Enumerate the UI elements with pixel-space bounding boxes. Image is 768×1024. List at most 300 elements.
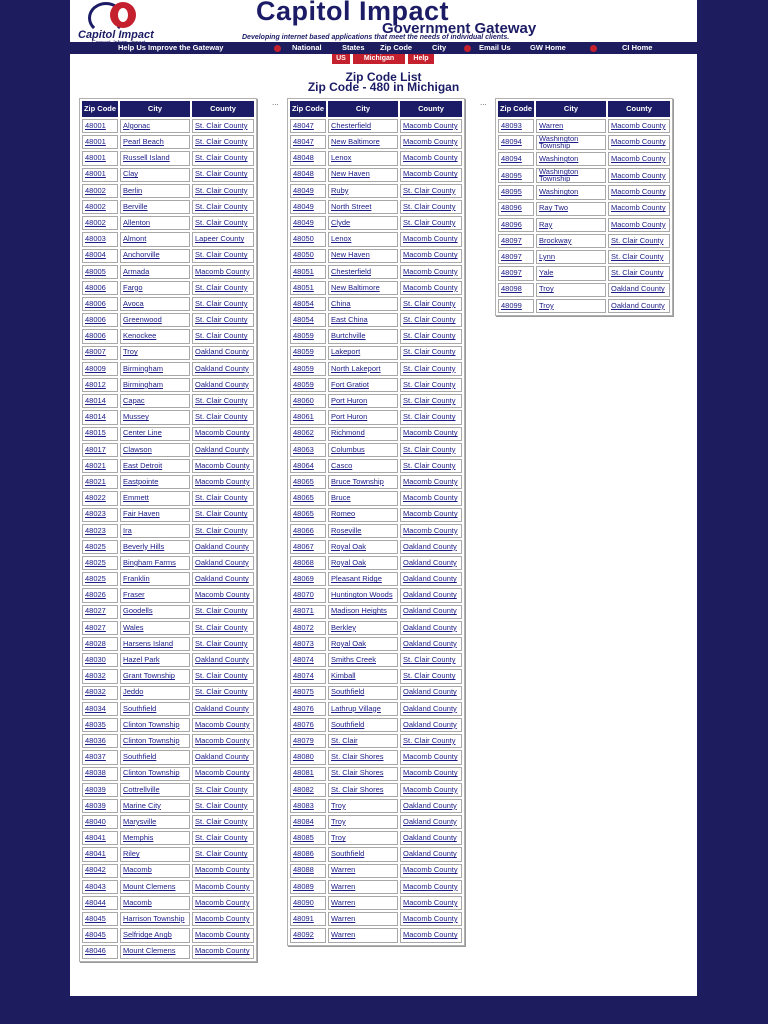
county-link[interactable]: Macomb County — [403, 509, 458, 519]
zip-link[interactable]: 48017 — [85, 444, 106, 454]
city-link[interactable]: Goodells — [123, 606, 153, 616]
zip-link[interactable]: 48002 — [85, 201, 106, 211]
county-link[interactable]: Oakland County — [403, 833, 457, 843]
city-link[interactable]: Huntington Woods — [331, 590, 393, 600]
zip-link[interactable]: 48051 — [293, 266, 314, 276]
zip-link[interactable]: 48048 — [293, 153, 314, 163]
city-link[interactable]: Fraser — [123, 590, 145, 600]
county-link[interactable]: Macomb County — [195, 719, 250, 729]
county-link[interactable]: St. Clair County — [403, 201, 456, 211]
zip-link[interactable]: 48054 — [293, 298, 314, 308]
zip-link[interactable]: 48004 — [85, 250, 106, 260]
county-link[interactable]: St. Clair County — [195, 169, 248, 179]
city-link[interactable]: Troy — [123, 347, 138, 357]
capitol-impact-logo[interactable] — [76, 2, 172, 44]
county-link[interactable]: St. Clair County — [403, 315, 456, 325]
city-link[interactable]: Wales — [123, 622, 144, 632]
zip-link[interactable]: 48091 — [293, 914, 314, 924]
city-link[interactable]: Ira — [123, 525, 132, 535]
zip-link[interactable]: 48049 — [293, 185, 314, 195]
zip-link[interactable]: 48027 — [85, 606, 106, 616]
county-link[interactable]: Oakland County — [195, 655, 249, 665]
zip-link[interactable]: 48065 — [293, 509, 314, 519]
crumb-us[interactable]: US — [332, 54, 350, 64]
city-link[interactable]: New Baltimore — [331, 137, 380, 147]
county-link[interactable]: St. Clair County — [195, 185, 248, 195]
county-link[interactable]: St. Clair County — [195, 622, 248, 632]
county-link[interactable]: St. Clair County — [195, 250, 248, 260]
city-link[interactable]: Russell Island — [123, 153, 170, 163]
county-link[interactable]: Oakland County — [195, 574, 249, 584]
county-link[interactable]: Macomb County — [195, 460, 250, 470]
county-link[interactable]: St. Clair County — [403, 444, 456, 454]
zip-link[interactable]: 48002 — [85, 217, 106, 227]
city-link[interactable]: Allenton — [123, 217, 151, 227]
zip-link[interactable]: 48015 — [85, 428, 106, 438]
city-link[interactable]: Berlin — [123, 185, 143, 195]
city-link[interactable]: Yale — [539, 268, 554, 278]
city-link[interactable]: New Baltimore — [331, 282, 380, 292]
zip-link[interactable]: 48044 — [85, 897, 106, 907]
zip-link[interactable]: 48042 — [85, 865, 106, 875]
county-link[interactable]: Macomb County — [195, 881, 250, 891]
county-link[interactable]: Oakland County — [195, 444, 249, 454]
zip-link[interactable]: 48006 — [85, 331, 106, 341]
zip-link[interactable]: 48025 — [85, 541, 106, 551]
nav-gw-home[interactable]: GW Home — [530, 43, 566, 52]
zip-link[interactable]: 48086 — [293, 849, 314, 859]
county-link[interactable]: Macomb County — [403, 784, 458, 794]
zip-link[interactable]: 48050 — [293, 234, 314, 244]
zip-link[interactable]: 48075 — [293, 687, 314, 697]
zip-link[interactable]: 48041 — [85, 833, 106, 843]
county-link[interactable]: Lapeer County — [195, 234, 245, 244]
zip-link[interactable]: 48073 — [293, 638, 314, 648]
city-link[interactable]: China — [331, 298, 351, 308]
zip-link[interactable]: 48001 — [85, 137, 106, 147]
county-link[interactable]: Macomb County — [403, 752, 458, 762]
city-link[interactable]: Chesterfield — [331, 120, 372, 130]
county-link[interactable]: Macomb County — [195, 735, 250, 745]
zip-link[interactable]: 48059 — [293, 363, 314, 373]
county-link[interactable]: St. Clair County — [403, 217, 456, 227]
county-link[interactable]: Oakland County — [403, 557, 457, 567]
city-link[interactable]: Washington Township — [539, 168, 579, 183]
zip-link[interactable]: 48060 — [293, 396, 314, 406]
zip-link[interactable]: 48064 — [293, 460, 314, 470]
county-link[interactable]: St. Clair County — [403, 347, 456, 357]
zip-link[interactable]: 48051 — [293, 282, 314, 292]
zip-link[interactable]: 48006 — [85, 282, 106, 292]
city-link[interactable]: Harsens Island — [123, 638, 174, 648]
county-link[interactable]: Macomb County — [195, 865, 250, 875]
zip-link[interactable]: 48025 — [85, 557, 106, 567]
county-link[interactable]: Macomb County — [403, 493, 458, 503]
county-link[interactable]: Macomb County — [403, 282, 458, 292]
county-link[interactable]: Oakland County — [195, 703, 249, 713]
county-link[interactable]: St. Clair County — [195, 509, 248, 519]
zip-link[interactable]: 48065 — [293, 476, 314, 486]
county-link[interactable]: Macomb County — [611, 120, 666, 130]
zip-link[interactable]: 48097 — [501, 268, 522, 278]
city-link[interactable]: Warren — [331, 930, 356, 940]
city-link[interactable]: Royal Oak — [331, 638, 367, 648]
county-link[interactable]: Macomb County — [195, 768, 250, 778]
zip-link[interactable]: 48009 — [85, 363, 106, 373]
zip-link[interactable]: 48062 — [293, 428, 314, 438]
city-link[interactable]: Richmond — [331, 428, 365, 438]
county-link[interactable]: St. Clair County — [403, 379, 456, 389]
zip-link[interactable]: 48043 — [85, 881, 106, 891]
zip-link[interactable]: 48046 — [85, 946, 106, 956]
zip-link[interactable]: 48014 — [85, 396, 106, 406]
city-link[interactable]: Troy — [539, 284, 554, 294]
city-link[interactable]: Clinton Township — [123, 768, 180, 778]
county-link[interactable]: St. Clair County — [195, 153, 248, 163]
county-link[interactable]: St. Clair County — [195, 201, 248, 211]
city-link[interactable]: Berkley — [331, 622, 357, 632]
zip-link[interactable]: 48005 — [85, 266, 106, 276]
zip-link[interactable]: 48023 — [85, 525, 106, 535]
zip-link[interactable]: 48063 — [293, 444, 314, 454]
county-link[interactable]: St. Clair County — [403, 396, 456, 406]
city-link[interactable]: Mount Clemens — [123, 881, 176, 891]
zip-link[interactable]: 48041 — [85, 849, 106, 859]
zip-link[interactable]: 48074 — [293, 671, 314, 681]
city-link[interactable]: Port Huron — [331, 412, 368, 422]
city-link[interactable]: Lynn — [539, 251, 555, 261]
county-link[interactable]: Oakland County — [195, 379, 249, 389]
zip-link[interactable]: 48072 — [293, 622, 314, 632]
zip-link[interactable]: 48048 — [293, 169, 314, 179]
city-link[interactable]: Grant Township — [123, 671, 175, 681]
county-link[interactable]: Macomb County — [403, 234, 458, 244]
zip-link[interactable]: 48040 — [85, 816, 106, 826]
nav-national[interactable]: National — [292, 43, 322, 52]
county-link[interactable]: Oakland County — [195, 541, 249, 551]
city-link[interactable]: Clinton Township — [123, 719, 180, 729]
zip-link[interactable]: 48039 — [85, 800, 106, 810]
county-link[interactable]: St. Clair County — [403, 363, 456, 373]
county-link[interactable]: Oakland County — [403, 719, 457, 729]
zip-link[interactable]: 48074 — [293, 655, 314, 665]
county-link[interactable]: Macomb County — [403, 881, 458, 891]
zip-link[interactable]: 48007 — [85, 347, 106, 357]
county-link[interactable]: Oakland County — [403, 541, 457, 551]
city-link[interactable]: Marine City — [123, 800, 161, 810]
city-link[interactable]: Mount Clemens — [123, 946, 176, 956]
county-link[interactable]: Oakland County — [403, 638, 457, 648]
zip-link[interactable]: 48080 — [293, 752, 314, 762]
county-link[interactable]: Macomb County — [403, 897, 458, 907]
county-link[interactable]: Macomb County — [403, 428, 458, 438]
county-link[interactable]: Oakland County — [403, 800, 457, 810]
city-link[interactable]: Chesterfield — [331, 266, 372, 276]
city-link[interactable]: Macomb — [123, 865, 152, 875]
city-link[interactable]: Washington Township — [539, 135, 579, 150]
zip-link[interactable]: 48001 — [85, 169, 106, 179]
county-link[interactable]: St. Clair County — [195, 525, 248, 535]
zip-link[interactable]: 48059 — [293, 379, 314, 389]
city-link[interactable]: Pearl Beach — [123, 137, 164, 147]
county-link[interactable]: St. Clair County — [611, 268, 664, 278]
city-link[interactable]: Port Huron — [331, 396, 368, 406]
city-link[interactable]: Greenwood — [123, 315, 162, 325]
zip-link[interactable]: 48098 — [501, 284, 522, 294]
zip-link[interactable]: 48012 — [85, 379, 106, 389]
zip-link[interactable]: 48021 — [85, 476, 106, 486]
city-link[interactable]: Selfridge Angb — [123, 930, 172, 940]
zip-link[interactable]: 48045 — [85, 914, 106, 924]
county-link[interactable]: St. Clair County — [195, 638, 248, 648]
zip-link[interactable]: 48032 — [85, 687, 106, 697]
county-link[interactable]: St. Clair County — [195, 217, 248, 227]
zip-link[interactable]: 48069 — [293, 574, 314, 584]
zip-link[interactable]: 48045 — [85, 930, 106, 940]
zip-link[interactable]: 48061 — [293, 412, 314, 422]
city-link[interactable]: Pleasant Ridge — [331, 574, 382, 584]
zip-link[interactable]: 48094 — [501, 137, 522, 147]
city-link[interactable]: Avoca — [123, 298, 144, 308]
zip-link[interactable]: 48082 — [293, 784, 314, 794]
zip-link[interactable]: 48050 — [293, 250, 314, 260]
county-link[interactable]: St. Clair County — [195, 849, 248, 859]
zip-link[interactable]: 48039 — [85, 784, 106, 794]
city-link[interactable]: East China — [331, 315, 368, 325]
city-link[interactable]: Berville — [123, 201, 148, 211]
city-link[interactable]: Southfield — [123, 752, 157, 762]
county-link[interactable]: St. Clair County — [195, 784, 248, 794]
county-link[interactable]: St. Clair County — [195, 315, 248, 325]
zip-link[interactable]: 48097 — [501, 251, 522, 261]
zip-link[interactable]: 48001 — [85, 153, 106, 163]
county-link[interactable]: St. Clair County — [403, 460, 456, 470]
county-link[interactable]: Macomb County — [195, 897, 250, 907]
city-link[interactable]: Macomb — [123, 897, 152, 907]
county-link[interactable]: Oakland County — [195, 752, 249, 762]
zip-link[interactable]: 48001 — [85, 120, 106, 130]
county-link[interactable]: Macomb County — [611, 219, 666, 229]
city-link[interactable]: Roseville — [331, 525, 362, 535]
city-link[interactable]: Cottrellville — [123, 784, 160, 794]
city-link[interactable]: Washington — [539, 154, 579, 164]
city-link[interactable]: Southfield — [331, 849, 365, 859]
county-link[interactable]: Oakland County — [611, 284, 665, 294]
city-link[interactable]: Marysville — [123, 816, 157, 826]
city-link[interactable]: New Haven — [331, 250, 370, 260]
zip-link[interactable]: 48014 — [85, 412, 106, 422]
zip-link[interactable]: 48049 — [293, 217, 314, 227]
county-link[interactable]: Macomb County — [195, 428, 250, 438]
county-link[interactable]: St. Clair County — [195, 396, 248, 406]
city-link[interactable]: Clyde — [331, 217, 351, 227]
zip-link[interactable]: 48076 — [293, 719, 314, 729]
county-link[interactable]: Oakland County — [403, 574, 457, 584]
county-link[interactable]: Macomb County — [195, 266, 250, 276]
city-link[interactable]: Casco — [331, 460, 353, 470]
city-link[interactable]: Birmingham — [123, 363, 164, 373]
nav-states[interactable]: States — [342, 43, 365, 52]
zip-link[interactable]: 48096 — [501, 219, 522, 229]
zip-link[interactable]: 48088 — [293, 865, 314, 875]
city-link[interactable]: Lenox — [331, 153, 352, 163]
city-link[interactable]: Lakeport — [331, 347, 361, 357]
zip-link[interactable]: 48003 — [85, 234, 106, 244]
zip-link[interactable]: 48026 — [85, 590, 106, 600]
city-link[interactable]: Almont — [123, 234, 147, 244]
county-link[interactable]: St. Clair County — [195, 120, 248, 130]
county-link[interactable]: St. Clair County — [403, 671, 456, 681]
city-link[interactable]: East Detroit — [123, 460, 163, 470]
county-link[interactable]: St. Clair County — [195, 606, 248, 616]
zip-link[interactable]: 48028 — [85, 638, 106, 648]
county-link[interactable]: Macomb County — [403, 266, 458, 276]
zip-link[interactable]: 48006 — [85, 298, 106, 308]
city-link[interactable]: New Haven — [331, 169, 370, 179]
county-link[interactable]: St. Clair County — [195, 687, 248, 697]
city-link[interactable]: St. Clair Shores — [331, 752, 384, 762]
city-link[interactable]: North Street — [331, 201, 372, 211]
zip-link[interactable]: 48066 — [293, 525, 314, 535]
county-link[interactable]: Oakland County — [403, 849, 457, 859]
county-link[interactable]: Oakland County — [403, 703, 457, 713]
zip-link[interactable]: 48038 — [85, 768, 106, 778]
county-link[interactable]: St. Clair County — [403, 412, 456, 422]
county-link[interactable]: Macomb County — [195, 590, 250, 600]
zip-link[interactable]: 48059 — [293, 347, 314, 357]
county-link[interactable]: St. Clair County — [195, 800, 248, 810]
county-link[interactable]: Oakland County — [195, 557, 249, 567]
county-link[interactable]: Oakland County — [403, 622, 457, 632]
city-link[interactable]: Anchorville — [123, 250, 160, 260]
county-link[interactable]: Oakland County — [403, 590, 457, 600]
city-link[interactable]: Kenockee — [123, 331, 157, 341]
zip-link[interactable]: 48095 — [501, 187, 522, 197]
county-link[interactable]: Macomb County — [611, 203, 666, 213]
city-link[interactable]: Clawson — [123, 444, 152, 454]
zip-link[interactable]: 48023 — [85, 509, 106, 519]
zip-link[interactable]: 48071 — [293, 606, 314, 616]
city-link[interactable]: Brockway — [539, 235, 572, 245]
city-link[interactable]: St. Clair — [331, 735, 358, 745]
city-link[interactable]: Smiths Creek — [331, 655, 377, 665]
county-link[interactable]: Macomb County — [403, 768, 458, 778]
city-link[interactable]: Southfield — [331, 687, 365, 697]
city-link[interactable]: Memphis — [123, 833, 154, 843]
city-link[interactable]: Clinton Township — [123, 735, 180, 745]
city-link[interactable]: Warren — [331, 897, 356, 907]
city-link[interactable]: Hazel Park — [123, 655, 160, 665]
county-link[interactable]: St. Clair County — [195, 671, 248, 681]
county-link[interactable]: Macomb County — [195, 930, 250, 940]
zip-link[interactable]: 48035 — [85, 719, 106, 729]
county-link[interactable]: Macomb County — [403, 914, 458, 924]
county-link[interactable]: Macomb County — [611, 170, 666, 180]
city-link[interactable]: Clay — [123, 169, 139, 179]
zip-link[interactable]: 48054 — [293, 315, 314, 325]
zip-link[interactable]: 48079 — [293, 735, 314, 745]
nav-city[interactable]: City — [432, 43, 447, 52]
zip-link[interactable]: 48027 — [85, 622, 106, 632]
zip-link[interactable]: 48030 — [85, 655, 106, 665]
zip-link[interactable]: 48034 — [85, 703, 106, 713]
city-link[interactable]: Bruce Township — [331, 476, 384, 486]
city-link[interactable]: Warren — [539, 120, 564, 130]
county-link[interactable]: Macomb County — [403, 865, 458, 875]
county-link[interactable]: Macomb County — [403, 120, 458, 130]
county-link[interactable]: St. Clair County — [195, 816, 248, 826]
city-link[interactable]: Troy — [331, 800, 346, 810]
city-link[interactable]: Center Line — [123, 428, 162, 438]
city-link[interactable]: Fair Haven — [123, 509, 160, 519]
zip-link[interactable]: 48085 — [293, 833, 314, 843]
zip-link[interactable]: 48032 — [85, 671, 106, 681]
zip-link[interactable]: 48006 — [85, 315, 106, 325]
zip-link[interactable]: 48059 — [293, 331, 314, 341]
county-link[interactable]: St. Clair County — [611, 235, 664, 245]
county-link[interactable]: St. Clair County — [611, 251, 664, 261]
zip-link[interactable]: 48092 — [293, 930, 314, 940]
zip-link[interactable]: 48022 — [85, 493, 106, 503]
city-link[interactable]: Riley — [123, 849, 140, 859]
zip-link[interactable]: 48049 — [293, 201, 314, 211]
city-link[interactable]: Fargo — [123, 282, 143, 292]
city-link[interactable]: Warren — [331, 914, 356, 924]
zip-link[interactable]: 48089 — [293, 881, 314, 891]
city-link[interactable]: Jeddo — [123, 687, 144, 697]
county-link[interactable]: Oakland County — [611, 300, 665, 310]
city-link[interactable]: Southfield — [123, 703, 157, 713]
county-link[interactable]: Oakland County — [403, 606, 457, 616]
zip-link[interactable]: 48076 — [293, 703, 314, 713]
county-link[interactable]: St. Clair County — [195, 493, 248, 503]
county-link[interactable]: Oakland County — [403, 816, 457, 826]
crumb-michigan[interactable]: Michigan — [353, 54, 405, 64]
zip-link[interactable]: 48067 — [293, 541, 314, 551]
county-link[interactable]: Macomb County — [403, 169, 458, 179]
city-link[interactable]: Royal Oak — [331, 557, 367, 567]
zip-link[interactable]: 48068 — [293, 557, 314, 567]
city-link[interactable]: Columbus — [331, 444, 365, 454]
city-link[interactable]: Troy — [539, 300, 554, 310]
county-link[interactable]: Macomb County — [403, 476, 458, 486]
county-link[interactable]: Macomb County — [403, 525, 458, 535]
county-link[interactable]: St. Clair County — [403, 735, 456, 745]
county-link[interactable]: St. Clair County — [403, 298, 456, 308]
city-link[interactable]: Washington — [539, 187, 579, 197]
city-link[interactable]: Kimball — [331, 671, 356, 681]
county-link[interactable]: Macomb County — [403, 250, 458, 260]
nav-email-us[interactable]: Email Us — [479, 43, 511, 52]
zip-link[interactable]: 48002 — [85, 185, 106, 195]
county-link[interactable]: Macomb County — [611, 187, 666, 197]
city-link[interactable]: Warren — [331, 865, 356, 875]
county-link[interactable]: Macomb County — [403, 137, 458, 147]
city-link[interactable]: Burtchville — [331, 331, 366, 341]
city-link[interactable]: Troy — [331, 816, 346, 826]
nav-zip-code[interactable]: Zip Code — [380, 43, 413, 52]
county-link[interactable]: Oakland County — [403, 687, 457, 697]
city-link[interactable]: St. Clair Shores — [331, 768, 384, 778]
zip-link[interactable]: 48047 — [293, 137, 314, 147]
zip-link[interactable]: 48084 — [293, 816, 314, 826]
county-link[interactable]: St. Clair County — [195, 137, 248, 147]
county-link[interactable]: St. Clair County — [195, 331, 248, 341]
nav-ci-home[interactable]: CI Home — [622, 43, 653, 52]
county-link[interactable]: St. Clair County — [195, 282, 248, 292]
city-link[interactable]: Lathrup Village — [331, 703, 381, 713]
city-link[interactable]: Bruce — [331, 493, 351, 503]
